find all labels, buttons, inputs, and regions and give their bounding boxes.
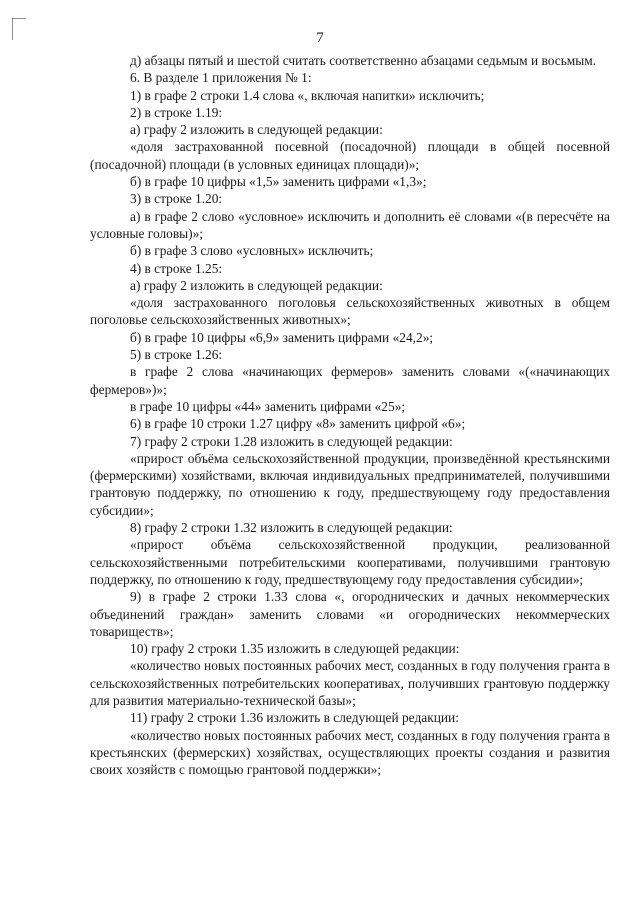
paragraph: а) в графе 2 слово «условное» исключить и дополнить её словами «(в пересчёте на условные головы)»; bbox=[90, 208, 610, 241]
paragraph: 8) графу 2 строки 1.32 изложить в следующей редакции: bbox=[130, 520, 453, 536]
paragraph: б) в графе 10 цифры «1,5» заменить цифрами «1,3»; bbox=[130, 174, 427, 190]
paragraph: 1) в графе 2 строки 1.4 слова «, включая напитки» исключить; bbox=[130, 87, 485, 103]
paragraph: 4) в строке 1.25: bbox=[130, 260, 223, 276]
paragraph: в графе 10 цифры «44» заменить цифрами «25»; bbox=[130, 398, 406, 414]
paragraph: «количество новых постоянных рабочих мест, созданных в году получения гранта в крестьянских (фермерских) хозяйствах, осуществляющих проекты создания и развития своих хозяйств с помощью грантовой поддержки»; bbox=[90, 727, 610, 778]
paragraph: а) графу 2 изложить в следующей редакции: bbox=[130, 277, 383, 293]
paragraph: 7) графу 2 строки 1.28 изложить в следующей редакции: bbox=[130, 433, 453, 449]
paragraph: «доля застрахованного поголовья сельскохозяйственных животных в общем поголовье сельскохозяйственных животных»; bbox=[90, 295, 610, 328]
paragraph: 11) графу 2 строки 1.36 изложить в следующей редакции: bbox=[130, 710, 459, 726]
paragraph: 5) в строке 1.26: bbox=[130, 347, 223, 363]
paragraph: в графе 2 слова «начинающих фермеров» заменить словами «(«начинающих фермеров»)»; bbox=[90, 364, 610, 397]
paragraph: а) графу 2 изложить в следующей редакции: bbox=[130, 122, 383, 138]
paragraph: «прирост объёма сельскохозяйственной продукции, произведённой крестьянскими (фермерскими) хозяйствами, включая индивидуальных предпринимателей, получившими грантовую поддержку, по отношению к году, предшествующему году предоставления субсидии»; bbox=[90, 450, 610, 518]
paragraph: 6. В разделе 1 приложения № 1: bbox=[130, 70, 312, 86]
document-body bbox=[90, 52, 610, 778]
paragraph: 2) в строке 1.19: bbox=[130, 104, 223, 120]
paragraph: «количество новых постоянных рабочих мест, созданных в году получения гранта в сельскохозяйственных потребительских кооперативах, получивших грантовую поддержку для развития материально-технической базы»; bbox=[90, 658, 610, 708]
paragraph: б) в графе 10 цифры «6,9» заменить цифрами «24,2»; bbox=[130, 329, 434, 345]
paragraph: 10) графу 2 строки 1.35 изложить в следующей редакции: bbox=[130, 641, 460, 657]
scan-mark-top bbox=[12, 18, 26, 19]
paragraph: «доля застрахованной посевной (посадочной) площади в общей посевной (посадочной) площади (в условных единицах площади)»; bbox=[90, 139, 610, 172]
page-number: 7 bbox=[316, 30, 324, 46]
paragraph: «прирост объёма сельскохозяйственной продукции, реализованной сельскохозяйственными потребительскими кооперативами, получившими грантовую поддержку, по отношению к году, предшествующему году предоставления субсидии»; bbox=[90, 537, 610, 587]
paragraph: 6) в графе 10 строки 1.27 цифру «8» заменить цифрой «6»; bbox=[130, 416, 466, 432]
paragraph: д) абзацы пятый и шестой считать соответственно абзацами седьмым и восьмым. bbox=[130, 53, 597, 68]
paragraph: 9) в графе 2 строки 1.33 слова «, огороднических и дачных некоммерческих объединений граждан» заменить словами «и огороднических некоммерческих товариществ»; bbox=[90, 589, 610, 639]
paragraph: 3) в строке 1.20: bbox=[130, 191, 223, 207]
paragraph: б) в графе 3 слово «условных» исключить; bbox=[130, 243, 374, 259]
